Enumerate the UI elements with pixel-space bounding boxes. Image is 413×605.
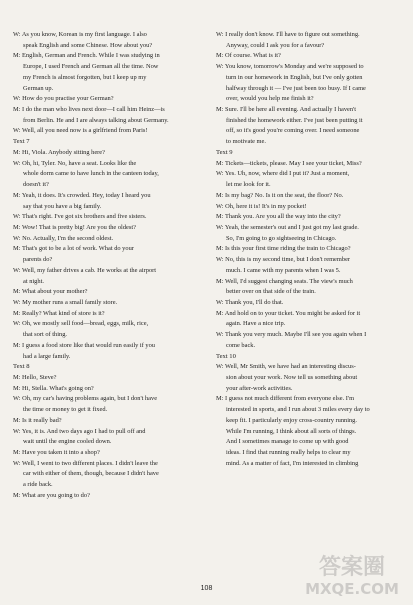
dialogue-line-continuation: car with either of them, though, because I didn't have xyxy=(23,470,159,478)
dialogue-line: M: That's got to be a lot of work. What do your xyxy=(13,245,134,253)
dialogue-line: M: I do the man who lives next door—I call him Heinz—is xyxy=(13,106,165,114)
text-heading: Text 8 xyxy=(13,363,30,371)
dialogue-line-continuation: finished the homework either. I've just been putting it xyxy=(226,116,363,124)
dialogue-line: W: Yes, it is. And two days ago I had to pull off and xyxy=(13,427,146,435)
dialogue-line: M: English, German and French. While I was studying in xyxy=(13,52,160,60)
text-heading: Text 9 xyxy=(216,148,233,156)
dialogue-line: M: Have you taken it into a shop? xyxy=(13,449,100,457)
dialogue-line-continuation: to motivate me. xyxy=(226,138,266,146)
dialogue-line: M: Is my bag? No. Is it on the seat, the floor? No. xyxy=(216,191,344,199)
dialogue-line: M: Wow! That is pretty big! Are you the oldest? xyxy=(13,223,136,231)
right-column xyxy=(216,30,402,469)
dialogue-line: W: Yes. Uh, now, where did I put it? Just a moment, xyxy=(216,170,350,178)
dialogue-line-continuation: turn in our homework in English, but I've only gotten xyxy=(226,73,363,81)
dialogue-line: M: Yeah, it does. It's crowded. Hey, today I heard you xyxy=(13,191,151,199)
dialogue-line-continuation: ideas. I find that running really helps to clear my xyxy=(226,449,351,457)
dialogue-line-continuation: a ride back. xyxy=(23,481,53,489)
dialogue-line: M: Is this your first time riding the train to Chicago? xyxy=(216,245,351,253)
dialogue-line: W: My mother runs a small family store. xyxy=(13,298,118,306)
dialogue-line-continuation: Anyway, could I ask you for a favour? xyxy=(226,41,325,49)
dialogue-line: W: No, this is my second time, but I don't remember xyxy=(216,256,351,264)
dialogue-line: W: As you know, Korean is my first language. I also xyxy=(13,31,147,38)
dialogue-line-continuation: over, would you help me finish it? xyxy=(226,95,314,103)
dialogue-line-continuation: While I'm running, I think about all sorts of things. xyxy=(226,427,357,435)
dialogue-line-continuation: from Berlin. He and I are always talking about Germany. xyxy=(23,116,169,124)
dialogue-line: M: Hi, Stella. What's going on? xyxy=(13,384,94,392)
dialogue-line-continuation: come back. xyxy=(226,341,256,349)
dialogue-line: W: That's right. I've got six brothers and five sisters. xyxy=(13,213,147,221)
watermark-sub: MXQE.COM xyxy=(305,580,399,598)
dialogue-line-continuation: the time or money to get it fixed. xyxy=(23,406,108,414)
text-heading: Text 10 xyxy=(216,352,236,360)
dialogue-line: M: Really? What kind of store is it? xyxy=(13,309,105,317)
dialogue-line: W: Oh, we mostly sell food—bread, eggs, milk, rice, xyxy=(13,320,149,328)
dialogue-line-continuation: So, I'm going to go sightseeing in Chicago. xyxy=(226,234,337,242)
dialogue-line: M: Sure. I'll be here all evening. And actually I haven't xyxy=(216,106,357,114)
dialogue-line: W: Yeah, the semester's out and I just got my last grade. xyxy=(216,223,359,231)
dialogue-line: W: Thank you very much. Maybe I'll see you again when I xyxy=(216,331,367,339)
dialogue-line-continuation: interested in sports, and I run about 3 miles every day to xyxy=(226,406,370,414)
dialogue-line: M: Tickets—tickets, please. May I see your ticket, Miss? xyxy=(216,159,362,167)
dialogue-line: M: I guess a food store like that would run easily if you xyxy=(13,341,155,349)
dialogue-line: W: I really don't know. I'll have to figure out something. xyxy=(216,31,360,38)
dialogue-line-continuation: much. I came with my parents when I was 5. xyxy=(226,266,341,274)
dialogue-line-continuation: wait until the engine cooled down. xyxy=(23,438,112,446)
dialogue-line: W: Well, my father drives a cab. He works at the airport xyxy=(13,266,157,274)
dialogue-line: W: Oh, my car's having problems again, but I don't have xyxy=(13,395,158,403)
dialogue-line-continuation: your after-work activities. xyxy=(226,384,293,392)
dialogue-line: M: I guess not much different from everyone else. I'm xyxy=(216,395,355,403)
dialogue-line: W: Well, all you need now is a girlfriend from Paris! xyxy=(13,127,148,135)
dialogue-line: W: How do you practise your German? xyxy=(13,95,114,103)
watermark-text: 答案圈 xyxy=(318,555,386,580)
dialogue-line-continuation: doesn't it? xyxy=(23,181,49,189)
dialogue-line-continuation: halfway through it — I've just been too busy. If I came xyxy=(226,84,366,92)
dialogue-line-continuation: German up. xyxy=(23,84,54,92)
dialogue-line-continuation: at night. xyxy=(23,277,44,285)
dialogue-line: M: Of course. What is it? xyxy=(216,52,281,60)
dialogue-line-continuation: parents do? xyxy=(23,256,53,264)
dialogue-line: M: Hello, Steve? xyxy=(13,374,57,381)
dialogue-line: W: You know, tomorrow's Monday and we're supposed to xyxy=(216,63,364,71)
left-column xyxy=(13,30,198,502)
dialogue-line-continuation: mind. As a matter of fact, I'm interested in climbing xyxy=(226,459,359,467)
dialogue-line-continuation: my French is almost forgotten, but I keep up my xyxy=(23,73,147,81)
dialogue-line-continuation: say that you have a big family. xyxy=(23,202,102,210)
dialogue-line: M: And hold on to your ticket. You might be asked for it xyxy=(216,309,361,317)
dialogue-line-continuation: sion about your work. Now tell us something about xyxy=(226,374,358,381)
dialogue-line-continuation: Europe, I used French and German all the time. Now xyxy=(23,63,159,71)
dialogue-line: M: What about your mother? xyxy=(13,288,88,296)
watermark-logo xyxy=(296,548,408,600)
dialogue-line-continuation: off, so it's good you're coming over. I need someone xyxy=(226,127,360,135)
dialogue-line-continuation: And I sometimes manage to come up with good xyxy=(226,438,349,446)
dialogue-line: M: Hi, Viola. Anybody sitting here? xyxy=(13,148,105,156)
dialogue-line: W: No. Actually, I'm the second oldest. xyxy=(13,234,114,242)
dialogue-line-continuation: had a large family. xyxy=(23,352,71,360)
dialogue-line-continuation: that sort of thing. xyxy=(23,331,68,339)
dialogue-line: M: Thank you. Are you all the way into the city? xyxy=(216,213,341,221)
text-heading: Text 7 xyxy=(13,138,30,146)
dialogue-line-continuation: let me look for it. xyxy=(226,181,271,189)
dialogue-line: M: Is it really bad? xyxy=(13,416,62,424)
dialogue-line-continuation: again. Have a nice trip. xyxy=(226,320,286,328)
dialogue-line: W: Oh, here it is! It's in my pocket! xyxy=(216,202,307,210)
dialogue-line-continuation: better over on that side of the train. xyxy=(226,288,316,296)
dialogue-line: M: What are you going to do? xyxy=(13,491,90,499)
dialogue-line: W: Well, Mr Smith, we have had an interesting discus- xyxy=(216,363,356,371)
dialogue-line: W: Oh, hi, Tyler. No, have a seat. Looks like the xyxy=(13,159,137,167)
dialogue-line: W: Thank you, I'll do that. xyxy=(216,298,284,306)
dialogue-line: W: Well, I went to two different places. I didn't leave the xyxy=(13,459,158,467)
dialogue-line-continuation: whole dorm came to have lunch in the canteen today, xyxy=(23,170,159,178)
dialogue-line-continuation: keep fit. I particularly enjoy cross-country running. xyxy=(226,416,357,424)
page-number: 108 xyxy=(200,585,213,592)
dialogue-line: M: Well, I'd suggest changing seats. The view's much xyxy=(216,277,353,285)
dialogue-line-continuation: speak English and some Chinese. How about you? xyxy=(23,41,153,49)
